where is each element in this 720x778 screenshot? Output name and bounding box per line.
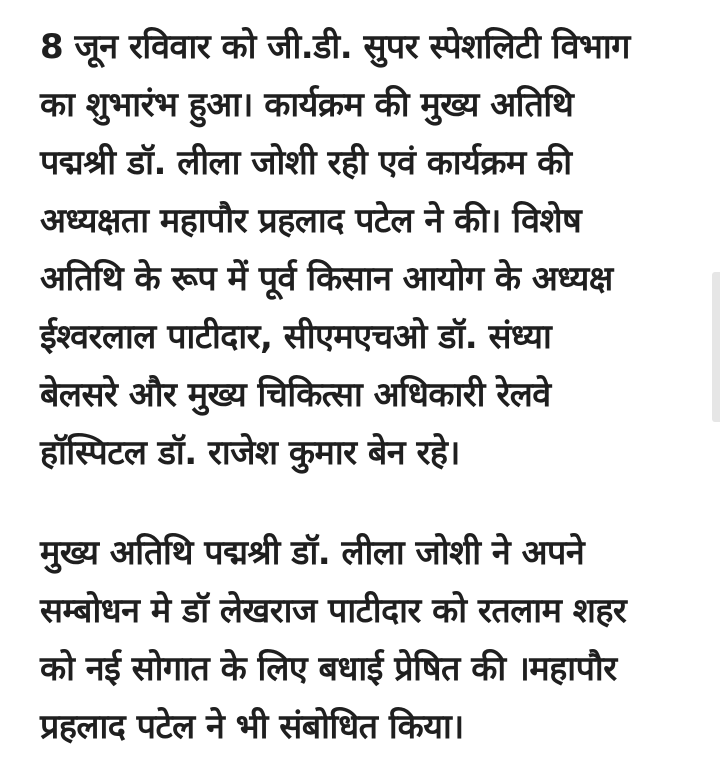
text-line: हॉस्पिटल डॉ. राजेश कुमार बेन रहे।	[40, 433, 460, 473]
text-line: अतिथि के रूप में पूर्व किसान आयोग के अध्यक्ष	[40, 259, 613, 299]
text-line: सम्बोधन मे डॉ लेखराज पाटीदार को रतलाम शहर	[40, 591, 627, 631]
paragraph-spacer	[40, 482, 680, 524]
text-line: का शुभारंभ हुआ। कार्यक्रम की मुख्य अतिथि	[40, 85, 574, 125]
scrollbar-thumb[interactable]	[712, 272, 720, 422]
text-line: मुख्य अतिथि पद्मश्री डॉ. लीला जोशी ने अपने	[40, 533, 585, 573]
text-line: अध्यक्षता महापौर प्रहलाद पटेल ने की। विशेष	[40, 201, 582, 241]
text-line: पद्मश्री डॉ. लीला जोशी रही एवं कार्यक्रम की	[40, 143, 572, 183]
text-line: ईश्वरलाल पाटीदार, सीएमएचओ डॉ. संध्या	[40, 317, 552, 357]
text-line: बेलसरे और मुख्य चिकित्सा अधिकारी रेलवे	[40, 375, 551, 415]
text-line: प्रहलाद पटेल ने भी संबोधित किया।	[40, 707, 464, 747]
article-paragraph-1	[40, 18, 680, 482]
text-line: को नई सोगात के लिए बधाई प्रेषित की ।महापौर	[40, 649, 617, 689]
text-line: 8 जून रविवार को जी.डी. सुपर स्पेशलिटी विभाग	[40, 27, 630, 67]
article-paragraph-2	[40, 524, 680, 756]
